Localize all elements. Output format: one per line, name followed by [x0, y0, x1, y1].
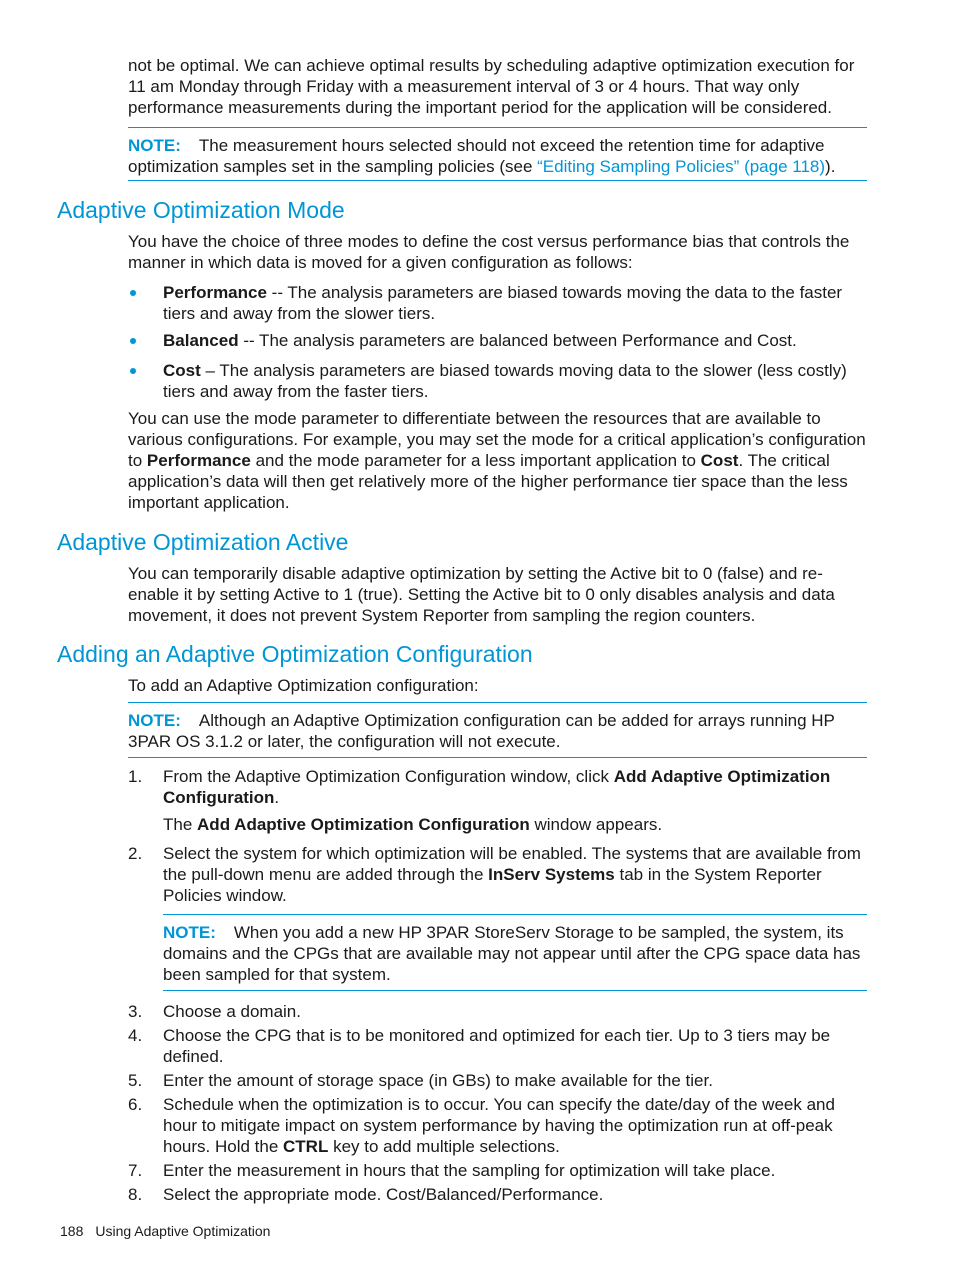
bullet-icon	[130, 368, 136, 374]
step-number: 5.	[128, 1071, 143, 1090]
bullet-term: Performance	[163, 283, 267, 302]
list-item	[128, 1184, 867, 1205]
bullet-term: Cost	[163, 361, 201, 380]
note-body-after: ).	[825, 157, 836, 176]
step-text: Schedule when the optimization is to occur. You can specify the date/day of the week and hour to mitigate impact on system performance by having the optimization run at off-peak hours. Hold the	[163, 1095, 835, 1156]
note-label: NOTE:	[163, 923, 216, 942]
active-paragraph: You can temporarily disable adaptive optimization by setting the Active bit to 0 (false) and re-enable it by setting Active to 1 (true). Setting the Active bit to 0 only disables analysis and data movement, it does not prevent System Reporter from sampling the region counters.	[128, 564, 835, 625]
mode-para2-part-a: You can use the mode parameter to differentiate between the resources that are available to various configurations. For example, you may set the mode for a critical application’s configuration to	[128, 409, 866, 470]
step1-result-term: Add Adaptive Optimization Configuration	[197, 815, 530, 834]
note-body: Although an Adaptive Optimization configuration can be added for arrays running HP 3PAR OS 3.1.2 or later, the configuration will not execute.	[128, 711, 835, 751]
list-item	[128, 1025, 867, 1067]
step-text-end: key to add multiple selections.	[328, 1137, 560, 1156]
note-text	[163, 922, 867, 985]
step-number: 4.	[128, 1026, 143, 1045]
mode-para2-term-performance: Performance	[146, 451, 251, 470]
editing-sampling-policies-link[interactable]: “Editing Sampling Policies” (page 118)	[537, 157, 826, 176]
note-box-new-storage	[163, 914, 867, 991]
step-text: Select the system for which optimization will be enabled. The systems that are available from the pull-down menu are added through the	[163, 844, 861, 884]
note-body-before: The measurement hours selected should not exceed the retention time for adaptive optimization samples set in the sampling policies (see	[128, 136, 825, 176]
bullet-icon	[130, 290, 136, 296]
heading-adaptive-optimization-mode: Adaptive Optimization Mode	[57, 197, 345, 223]
step-text-end: .	[274, 788, 280, 807]
step-text-end: tab in the System Reporter Policies window.	[163, 865, 822, 905]
step-text: From the Adaptive Optimization Configuration window, click	[163, 767, 614, 786]
mode-intro-paragraph: You have the choice of three modes to define the cost versus performance bias that controls the manner in which data is moved for a given configuration as follows:	[128, 232, 850, 272]
adding-intro-paragraph: To add an Adaptive Optimization configuration:	[128, 676, 479, 695]
mode-para2-part-c: . The critical application’s data will then get relatively more of the higher performance tier space than the less important application.	[128, 451, 848, 512]
step-number: 3.	[128, 1002, 143, 1021]
step-number: 1.	[128, 767, 143, 786]
step-term: Add Adaptive Optimization Configuration	[163, 767, 831, 807]
step-number: 7.	[128, 1161, 143, 1180]
step-text: Choose the CPG that is to be monitored and optimized for each tier. Up to 3 tiers may be defined.	[163, 1026, 831, 1066]
list-item	[128, 766, 867, 808]
note-label: NOTE:	[128, 711, 181, 730]
note-text	[128, 710, 867, 752]
list-item	[128, 1160, 867, 1181]
note-label: NOTE:	[128, 136, 181, 155]
note-box-os-version	[128, 702, 867, 758]
list-item	[128, 1094, 867, 1157]
step-term: CTRL	[283, 1137, 329, 1156]
list-item	[128, 282, 867, 324]
list-item	[128, 330, 867, 351]
step-number: 2.	[128, 844, 143, 863]
mode-para2-part-b: and the mode parameter for a less important application to	[250, 451, 701, 470]
intro-paragraph: not be optimal. We can achieve optimal results by scheduling adaptive optimization execution for 11 am Monday through Friday with a measurement interval of 3 or 4 hours. That way only performance measurements during the important period for the application will be considered.	[128, 56, 855, 117]
list-item	[128, 843, 867, 906]
step1-result-a: The	[163, 815, 198, 834]
step1-result	[128, 814, 867, 835]
step-text: Choose a domain.	[163, 1002, 301, 1021]
page-footer	[60, 1222, 270, 1240]
bullet-icon	[130, 338, 136, 344]
note-text	[128, 135, 867, 177]
list-item	[128, 360, 867, 402]
bullet-term: Balanced	[163, 331, 239, 350]
step-term: InServ Systems	[488, 865, 615, 884]
chapter-title: Using Adaptive Optimization	[95, 1223, 271, 1239]
bullet-text: – The analysis parameters are biased towards moving data to the slower (less costly) tiers and away from the faster tiers.	[163, 361, 847, 401]
step-text: Select the appropriate mode. Cost/Balanced/Performance.	[163, 1185, 604, 1204]
list-item	[128, 1070, 867, 1091]
page-number: 188	[60, 1223, 84, 1239]
note-body: When you add a new HP 3PAR StoreServ Storage to be sampled, the system, its domains and the CPGs that are available may not appear until after the CPG space data has been sampled for that system.	[163, 923, 861, 984]
bullet-text: -- The analysis parameters are balanced between Performance and Cost.	[238, 331, 797, 350]
step1-result-b: window appears.	[529, 815, 663, 834]
heading-adding-configuration: Adding an Adaptive Optimization Configuration	[57, 641, 533, 667]
list-item	[128, 1001, 867, 1022]
heading-adaptive-optimization-active: Adaptive Optimization Active	[57, 529, 349, 555]
step-number: 6.	[128, 1095, 143, 1114]
mode-para2-term-cost: Cost	[700, 451, 739, 470]
step-number: 8.	[128, 1185, 143, 1204]
step-text: Enter the amount of storage space (in GBs) to make available for the tier.	[163, 1071, 713, 1090]
note-box-retention	[128, 127, 867, 181]
bullet-text: -- The analysis parameters are biased towards moving the data to the faster tiers and away from the slower tiers.	[163, 283, 843, 323]
mode-paragraph-2	[128, 408, 867, 513]
step-text: Enter the measurement in hours that the sampling for optimization will take place.	[163, 1161, 776, 1180]
